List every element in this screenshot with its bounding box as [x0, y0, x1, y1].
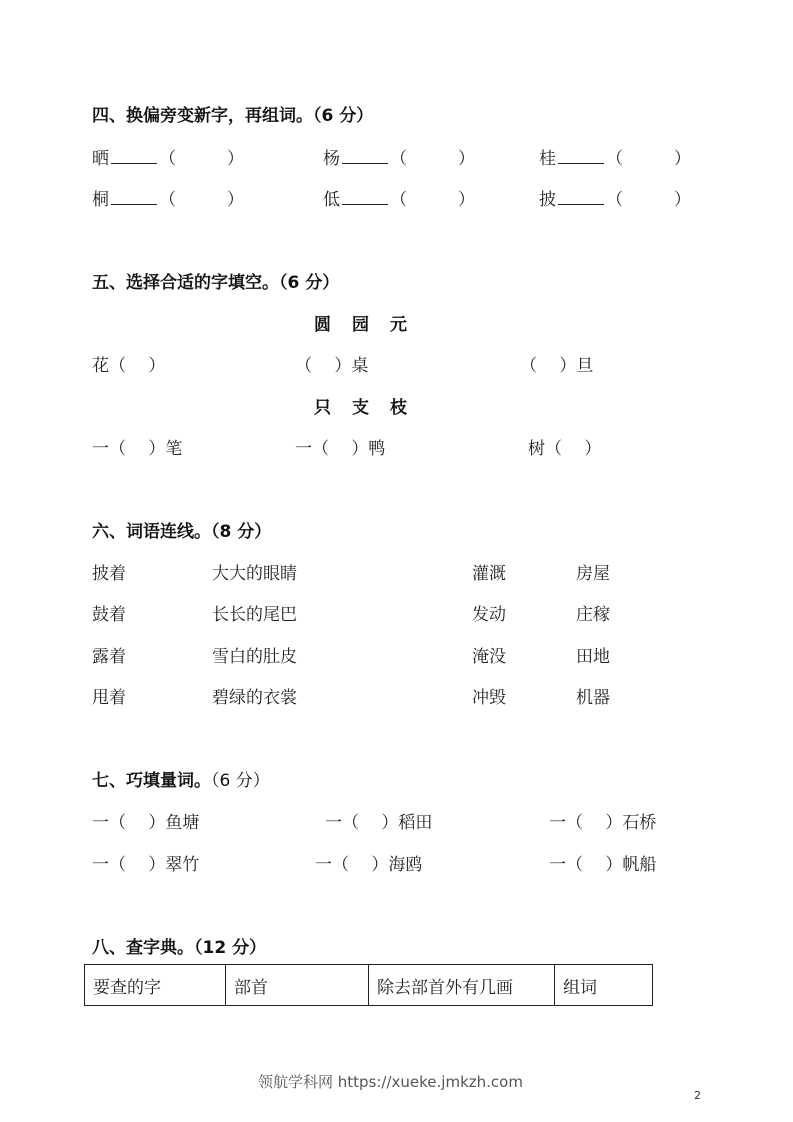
- s4-item-3: [539, 144, 691, 169]
- s5-item-3: （ ）旦: [520, 356, 594, 376]
- table-row: [85, 965, 653, 1006]
- s6-right-noun: 庄稼: [576, 605, 610, 625]
- s5-item-5: 一（ ）鸭: [295, 439, 386, 459]
- s6-left-verb: 露着: [92, 647, 126, 667]
- s4-paren: （ ）: [606, 149, 691, 169]
- s7-item-2: 一（ ）稻田: [325, 813, 433, 833]
- s5-item-6: 树（ ）: [528, 439, 602, 459]
- s4-char: 晒: [92, 149, 109, 169]
- s6-right-verb: 发动: [472, 605, 506, 625]
- dictionary-table: [84, 964, 653, 1006]
- s4-char: 桂: [539, 149, 556, 169]
- blank-line: [111, 190, 157, 205]
- s6-left-noun: 大大的眼睛: [212, 564, 297, 584]
- s4-paren: （ ）: [606, 190, 691, 210]
- table-header-cell: 除去部首外有几画: [369, 965, 555, 1006]
- table-header-cell: 组词: [555, 965, 653, 1006]
- s7-item-1: 一（ ）鱼塘: [92, 813, 200, 833]
- blank-line: [342, 190, 388, 205]
- s4-item-1: [92, 144, 244, 169]
- s5-item-1: 花（ ）: [92, 356, 166, 376]
- s4-item-5: [323, 185, 475, 210]
- table-header-cell: 要查的字: [85, 965, 226, 1006]
- s6-right-verb: 灌溉: [472, 564, 506, 584]
- section-5-title: 五、选择合适的字填空。（6 分）: [92, 273, 340, 293]
- s4-item-4: [92, 185, 244, 210]
- s4-paren: （ ）: [159, 149, 244, 169]
- page-number: 2: [694, 1089, 701, 1102]
- s7-item-4: 一（ ）翠竹: [92, 855, 200, 875]
- s6-left-verb: 甩着: [92, 688, 126, 708]
- s5-choices-1: 圆 园 元: [314, 315, 409, 335]
- s6-left-verb: 披着: [92, 564, 126, 584]
- blank-line: [111, 149, 157, 164]
- s4-char: 披: [539, 190, 556, 210]
- s5-choices-2: 只 支 枝: [314, 398, 409, 418]
- blank-line: [558, 149, 604, 164]
- s4-paren: （ ）: [390, 149, 475, 169]
- s7-item-6: 一（ ）帆船: [549, 855, 657, 875]
- s6-left-noun: 长长的尾巴: [212, 605, 297, 625]
- blank-line: [558, 190, 604, 205]
- section-7-score: （6 分）: [211, 771, 270, 791]
- s6-right-noun: 田地: [576, 647, 610, 667]
- s6-right-verb: 冲毁: [472, 688, 506, 708]
- s4-paren: （ ）: [159, 190, 244, 210]
- s5-item-2: （ ）桌: [295, 356, 369, 376]
- section-6-title: 六、词语连线。（8 分）: [92, 522, 272, 542]
- section-7-title-text: 七、巧填量词。: [92, 771, 211, 791]
- s6-left-verb: 鼓着: [92, 605, 126, 625]
- table-header-cell: 部首: [226, 965, 369, 1006]
- s4-char: 低: [323, 190, 340, 210]
- s4-item-2: [323, 144, 475, 169]
- s4-item-6: [539, 185, 691, 210]
- footer-watermark: 领航学科网 https://xueke.jmkzh.com: [258, 1073, 523, 1091]
- s5-item-4: 一（ ）笔: [92, 439, 183, 459]
- s4-char: 桐: [92, 190, 109, 210]
- s6-left-noun: 雪白的肚皮: [212, 647, 297, 667]
- s6-left-noun: 碧绿的衣裳: [212, 688, 297, 708]
- s7-item-5: 一（ ）海鸥: [315, 855, 423, 875]
- s4-char: 杨: [323, 149, 340, 169]
- s6-right-noun: 房屋: [576, 564, 610, 584]
- s6-right-noun: 机器: [576, 688, 610, 708]
- section-8-title: 八、查字典。（12 分）: [92, 938, 267, 958]
- section-7-title: [92, 766, 270, 791]
- s6-right-verb: 淹没: [472, 647, 506, 667]
- section-4-title: 四、换偏旁变新字，再组词。（6 分）: [92, 106, 374, 126]
- s4-paren: （ ）: [390, 190, 475, 210]
- s7-item-3: 一（ ）石桥: [549, 813, 657, 833]
- blank-line: [342, 149, 388, 164]
